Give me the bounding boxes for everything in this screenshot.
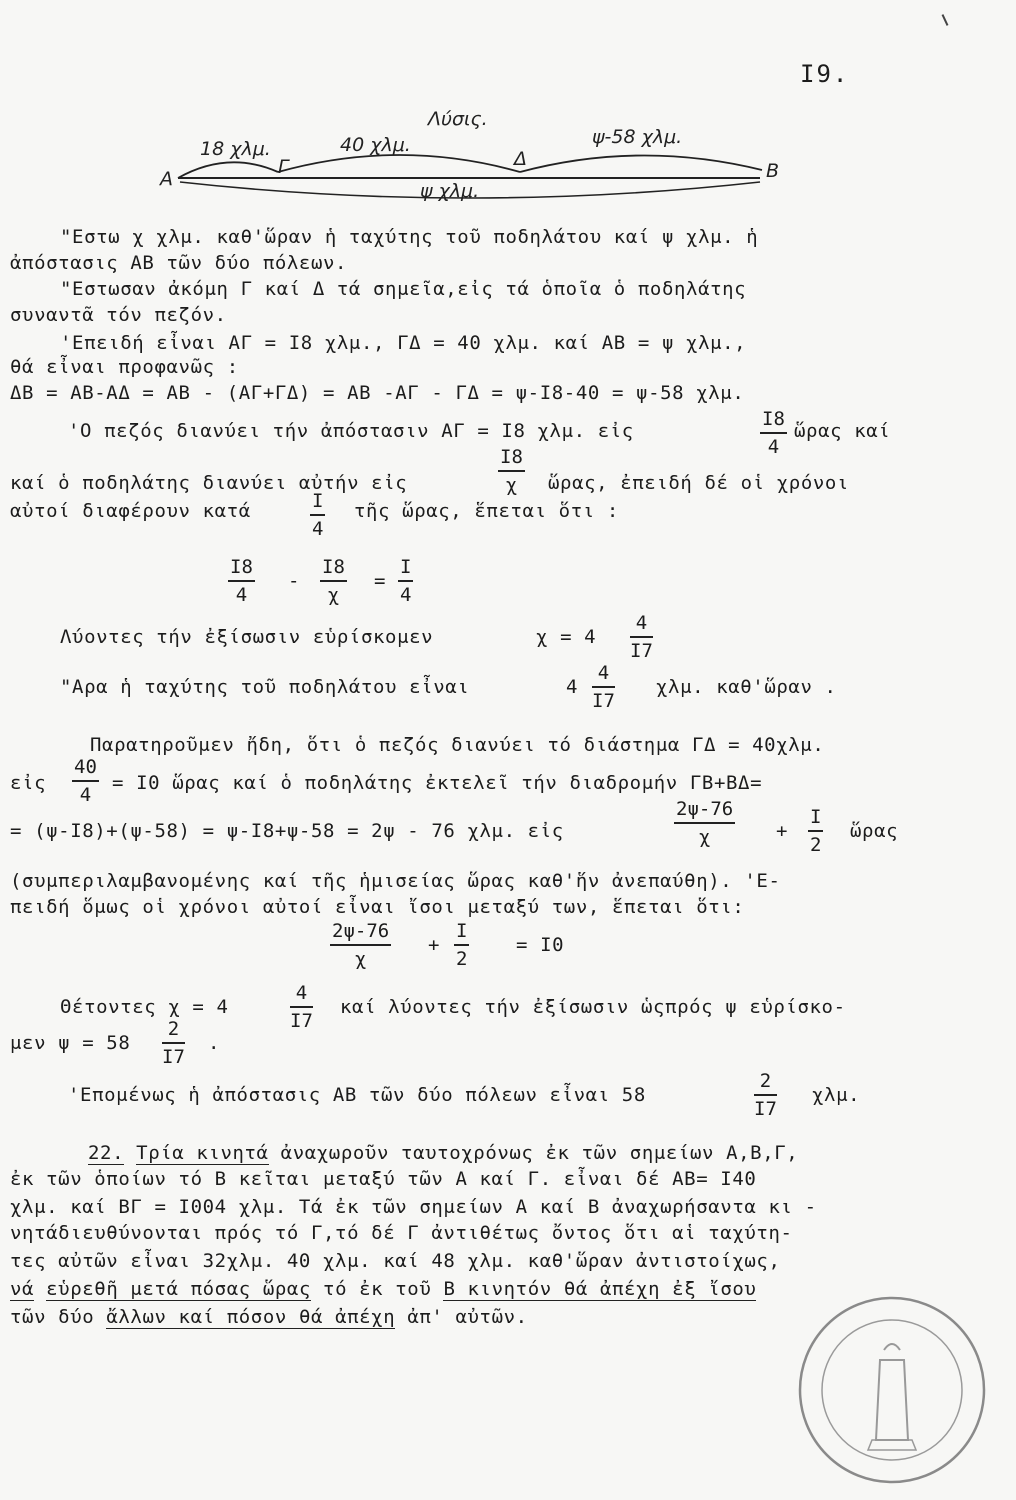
fraction-bar [398,580,413,582]
fraction [398,556,413,606]
fraction [754,1070,777,1120]
text-line: = Ι0 ὥρας καί ὁ ποδηλάτης ἐκτελεῖ τήν διαδρομήν ΓΒ+ΒΔ= [112,772,763,794]
text-line: 'Επειδή εἶναι ΑΓ = Ι8 χλμ., ΓΔ = 40 χλμ. καί ΑΒ = ψ χλμ., [60,332,747,354]
fraction-numerator: 4 [295,982,308,1004]
fraction-bar [72,780,99,782]
fraction-bar [498,470,525,472]
text-line: μεν ψ = 58 [10,1032,131,1054]
point-g: Γ [278,156,289,178]
label-total: ψ χλμ. [420,180,480,202]
underlined-text: νά [10,1278,35,1300]
fraction-numerator: 2 [759,1070,772,1092]
text-line: καί λύοντες τήν ἐξίσωσιν ὡςπρός ψ εὑρίσκο- [340,996,846,1018]
fraction [320,556,347,606]
fraction-denominator: 2 [810,833,822,856]
underlined-text: εὑρεθῆ μετά πόσας ὥρας [46,1278,311,1300]
text-line: συναντᾶ τόν πεζόν. [10,304,227,326]
text-line: (συμπεριλαμβανομένης καί τῆς ἡμισείας ὥρας καθ'ἥν ἀνεπαύθη). 'Ε- [10,870,781,892]
text-line: χλμ. [812,1084,861,1106]
text-line: + [428,934,441,956]
fraction-bar [162,1042,185,1044]
fraction-bar [592,686,615,688]
fraction-bar [808,830,823,832]
text-line: ὥρας, ἐπειδή δέ οἱ χρόνοι [548,472,849,494]
text-line: "Αρα ἡ ταχύτης τοῦ ποδηλάτου εἶναι [60,676,470,698]
equals-sign: = [374,570,387,592]
text-line: τες αὐτῶν εἶναι 32χλμ. 40 χλμ. καί 48 χλμ. καθ'ὥραν ἀντιστοίχως, [10,1250,781,1272]
text-line: Λύοντες τήν ἐξίσωσιν εὑρίσκομεν [60,626,434,648]
fraction-bar [228,580,255,582]
point-b: Β [766,160,780,182]
fraction [630,612,653,662]
fraction-bar [330,944,391,946]
fraction-numerator: Ι [810,806,822,828]
text-span: τῶν δύο [10,1306,95,1328]
text-line: ΔΒ = ΑΒ-ΑΔ = ΑΒ - (ΑΓ+ΓΔ) = ΑΒ -ΑΓ - ΓΔ = ψ-Ι8-40 = ψ-58 χλμ. [10,382,745,404]
fraction-denominator: χ [505,473,518,496]
fraction-numerator: 40 [74,756,97,778]
fraction [72,756,99,806]
text-line: καί ὁ ποδηλάτης διανύει αὐτήν εἰς [10,472,408,494]
fraction-denominator: 4 [767,435,780,458]
fraction-denominator: χ [698,825,711,848]
fraction-denominator: 4 [400,583,412,606]
underlined-text: Β κινητόν θά ἀπέχη ἐξ ἴσου [443,1278,757,1300]
label-db: ψ-58 χλμ. [592,126,683,148]
fraction-numerator: Ι8 [762,408,785,430]
fraction-numerator: Ι [456,920,468,942]
text-span: τό ἐκ τοῦ [323,1278,432,1300]
fraction-numerator: 2 [167,1018,180,1040]
point-d: Δ [514,148,527,170]
fraction-denominator: 4 [235,583,248,606]
text-line: = (ψ-Ι8)+(ψ-58) = ψ-Ι8+ψ-58 = 2ψ - 76 χλμ. εἰς [10,820,564,842]
fraction-numerator: 2ψ-76 [676,798,734,820]
fraction-bar [754,1094,777,1096]
text-line: Θέτοντες χ = 4 [60,996,229,1018]
fraction-denominator: Ι7 [754,1097,777,1120]
fraction-numerator: Ι8 [230,556,253,578]
minus-sign: - [288,570,301,592]
fraction-bar [630,636,653,638]
text-line: χλμ. καί ΒΓ = Ι004 χλμ. Τά ἐκ τῶν σημείων Α καί Β ἀναχωρήσαντα κι - [10,1196,817,1218]
page-number: I9. [800,60,850,88]
fraction [228,556,255,606]
fraction [592,662,615,712]
text-line: νητάδιευθύνονται πρός τό Γ,τό δέ Γ ἀντιθέτως ὄντος ὅτι αἱ ταχύτη- [10,1222,793,1244]
text-line: + [776,820,789,842]
fraction-denominator: χ [327,583,340,606]
text-line: ἐκ τῶν ὁποίων τό Β κεῖται μεταξύ τῶν Α καί Γ. εἶναι δέ ΑΒ= Ι40 [10,1168,757,1190]
fraction-denominator: Ι7 [290,1009,313,1032]
fraction-bar [310,514,325,516]
fraction [330,920,391,970]
text-line: 'Ο πεζός διανύει τήν ἀπόστασιν ΑΓ = Ι8 χλμ. εἰς [68,420,634,442]
fraction-numerator: 2ψ-76 [332,920,390,942]
text-line: εἰς [10,772,47,794]
fraction-numerator: 4 [635,612,648,634]
fraction [808,806,823,856]
library-stamp [792,1290,992,1490]
text-line: θά εἶναι προφανῶς : [10,356,239,378]
arc-ag [178,162,278,178]
fraction-denominator: Ι7 [592,689,615,712]
text-line: τῆς ὥρας, ἕπεται ὅτι : [354,500,619,522]
arc-db [520,155,762,172]
fraction [162,1018,185,1068]
text-line: ἀπόστασις ΑΒ τῶν δύο πόλεων. [10,252,348,274]
text-line: 'Επομένως ἡ ἀπόστασις ΑΒ τῶν δύο πόλεων εἶναι 58 [68,1084,646,1106]
fraction-denominator: Ι7 [162,1045,185,1068]
text-line: ὥρας [850,820,899,842]
problem-number: 22. [88,1142,125,1164]
fraction [290,982,313,1032]
fraction-bar [290,1006,313,1008]
fraction [498,446,525,496]
problem-paragraph [88,1142,798,1164]
underlined-text: Τρία κινητά [136,1142,269,1164]
fraction-denominator: 4 [79,783,92,806]
fraction-denominator: 2 [456,947,468,970]
label-ag: 18 χλμ. [200,138,271,160]
text-line: . [208,1032,221,1054]
text-line: ὥρας καί [794,420,891,442]
text-line-underlined [10,1278,756,1300]
text-line: 4 [566,676,579,698]
text-line-underlined [10,1306,528,1328]
text-line: = Ι0 [516,934,565,956]
text-line: χλμ. καθ'ὥραν . [656,676,837,698]
text-span: ἀναχωροῦν ταυτοχρόνως ἐκ τῶν σημείων Α,Β,Γ, [280,1142,799,1164]
fraction-denominator: 4 [312,517,324,540]
label-gd: 40 χλμ. [340,134,411,156]
fraction [454,920,469,970]
text-line: "Εστω χ χλμ. καθ'ὥραν ἡ ταχύτης τοῦ ποδηλάτου καί ψ χλμ. ἡ [60,226,759,248]
fraction-numerator: Ι [400,556,412,578]
diagram-drawing [0,0,1016,220]
diagram-title: Λύσις. [428,108,488,130]
fraction-bar [320,580,347,582]
fraction-bar [760,432,787,434]
fraction [760,408,787,458]
text-line: "Εστωσαν ἀκόμη Γ καί Δ τά σημεῖα,εἰς τά ὁποῖα ὁ ποδηλάτης [60,278,747,300]
point-a: Α [160,168,173,190]
fraction-numerator: 4 [597,662,610,684]
fraction [674,798,735,848]
text-line: χ = 4 [536,626,597,648]
fraction-denominator: χ [354,947,367,970]
fraction-denominator: Ι7 [630,639,653,662]
text-line: Παρατηροῦμεν ἤδη, ὅτι ὁ πεζός διανύει τό διάστημα ΓΔ = 40χλμ. [90,734,825,756]
fraction-bar [674,822,735,824]
fraction-numerator: Ι8 [500,446,523,468]
underlined-text: ἄλλων καί πόσον θά ἀπέχη [106,1306,396,1328]
fraction-bar [454,944,469,946]
text-span: ἀπ' αὐτῶν. [407,1306,528,1328]
text-line: πειδή ὅμως οἱ χρόνοι αὐτοί εἶναι ἴσοι μεταξύ των, ἕπεται ὅτι: [10,896,745,918]
arc-gd [278,155,520,172]
fraction-numerator: Ι8 [322,556,345,578]
fraction [310,490,325,540]
text-line: αὐτοί διαφέρουν κατά [10,500,251,522]
fraction-numerator: Ι [312,490,324,512]
